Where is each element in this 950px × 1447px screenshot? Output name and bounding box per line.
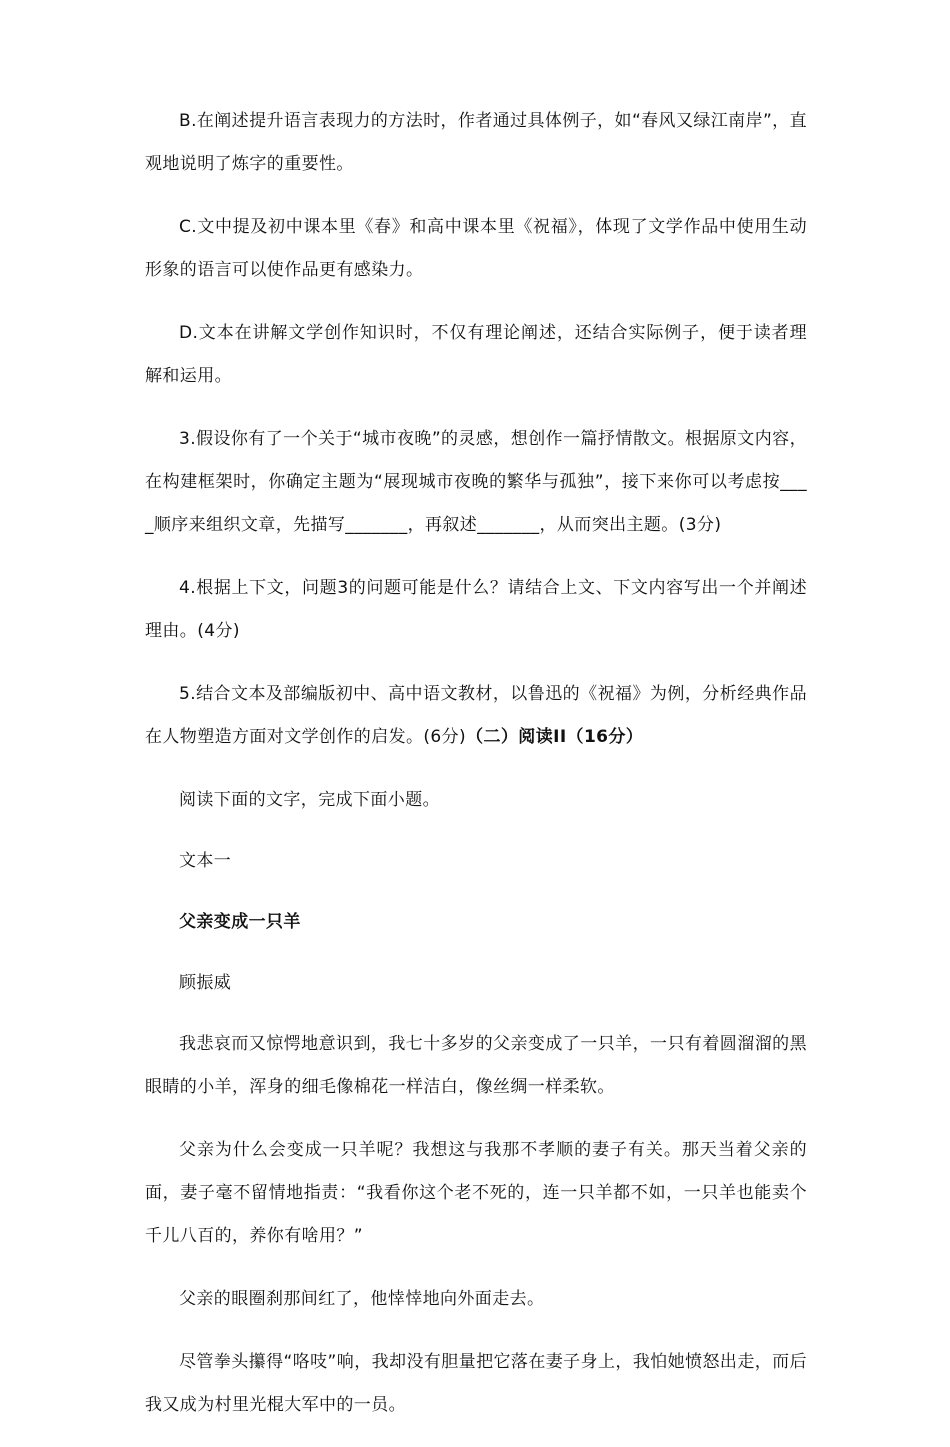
question-5-text: 5.结合文本及部编版初中、高中语文教材，以鲁迅的《祝福》为例，分析经典作品在人物塑造方面对文学创作的启发。(6分) [145,684,807,747]
option-d: D.文本在讲解文学创作知识时，不仅有理论阐述，还结合实际例子，便于读者理解和运用。 [145,323,807,386]
question-3: 3.假设你有了一个关于“城市夜晚”的灵感，想创作一篇抒情散文。根据原文内容，在构建框架时，你确定主题为“展现城市夜晚的繁华与孤独”，接下来你可以考虑按____顺序来组织文章，先描写_______，再叙述_______，从而突出主题。(3分) [145,429,807,535]
question-4: 4.根据上下文，问题3的问题可能是什么？请结合上文、下文内容写出一个并阐述理由。(4分) [145,578,807,641]
story-paragraph-2: 父亲为什么会变成一只羊呢？我想这与我那不孝顺的妻子有关。那天当着父亲的面，妻子毫不留情地指责：“我看你这个老不死的，连一只羊都不如，一只羊也能卖个千儿八百的，养你有啥用？” [145,1140,807,1246]
story-paragraph-1: 我悲哀而又惊愕地意识到，我七十多岁的父亲变成了一只羊，一只有着圆溜溜的黑眼睛的小羊，浑身的细毛像棉花一样洁白，像丝绸一样柔软。 [145,1034,807,1097]
story-title: 父亲变成一只羊 [179,912,301,932]
option-c: C.文中提及初中课本里《春》和高中课本里《祝福》，体现了文学作品中使用生动形象的语言可以使作品更有感染力。 [145,217,807,280]
text-label: 文本一 [179,851,232,871]
reading-instruction: 阅读下面的文字，完成下面小题。 [179,790,440,810]
story-paragraph-3: 父亲的眼圈刹那间红了，他悻悻地向外面走去。 [179,1289,545,1309]
story-author: 顾振威 [179,973,232,993]
option-b: B.在阐述提升语言表现力的方法时，作者通过具体例子，如“春风又绿江南岸”，直观地说明了炼字的重要性。 [145,111,807,174]
question-5 [145,673,807,759]
story-paragraph-4: 尽管拳头攥得“咯吱”响，我却没有胆量把它落在妻子身上，我怕她愤怒出走，而后我又成为村里光棍大军中的一员。 [145,1352,807,1415]
document-page [145,100,807,1447]
section-heading: （二）阅读II（16分） [466,727,644,747]
